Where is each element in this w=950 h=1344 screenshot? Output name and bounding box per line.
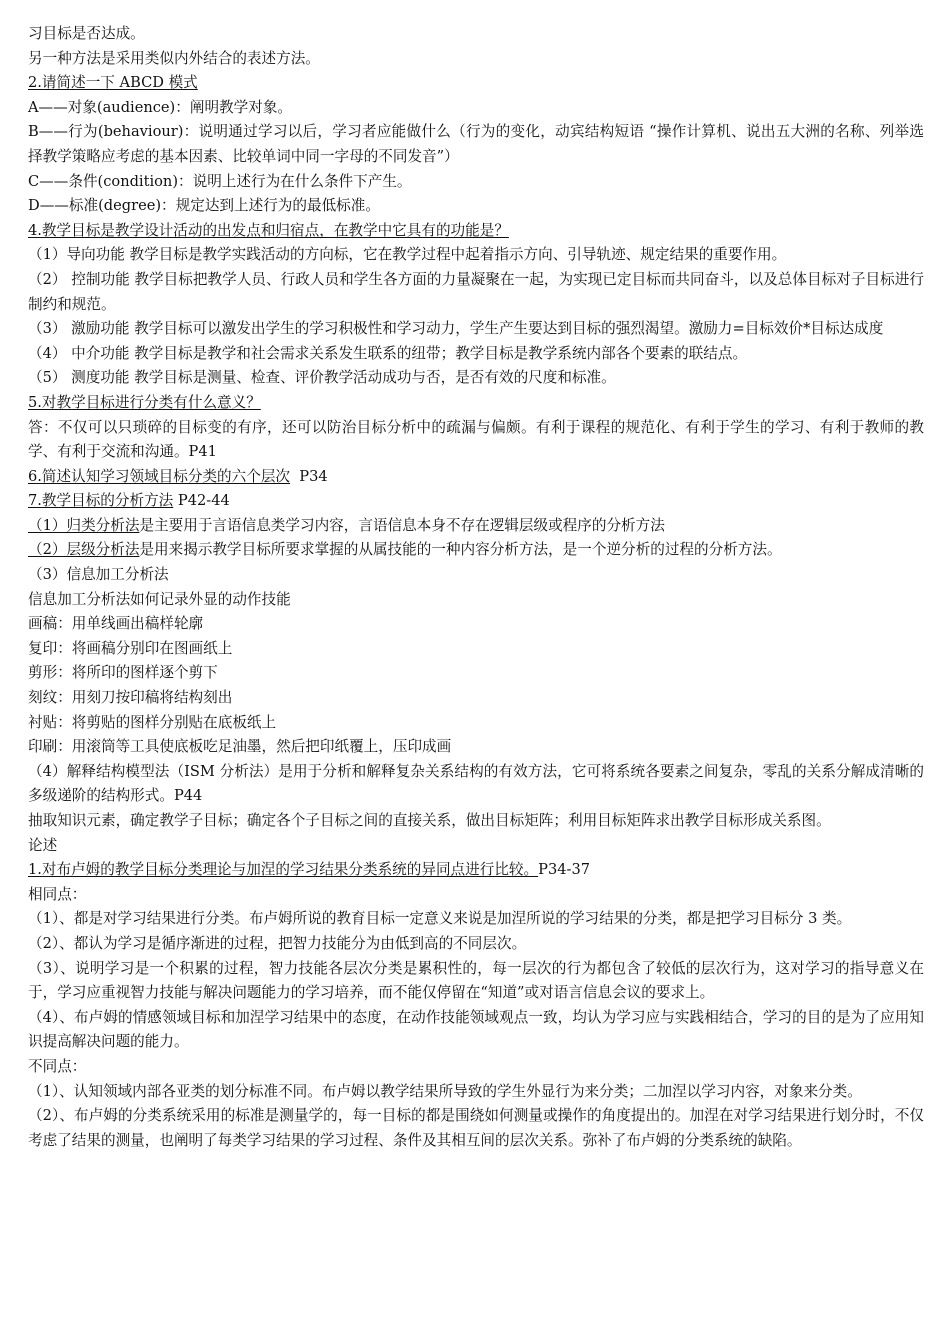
function-item: （4） 中介功能 教学目标是教学和社会需求关系发生联系的纽带；教学目标是教学系统内部各个要素的联结点。 (28, 344, 748, 362)
method-1 (28, 514, 924, 539)
method-2 (28, 538, 924, 563)
question-4-title (28, 219, 924, 244)
difference-item: （1）、认知领域内部各亚类的划分标准不同。布卢姆以教学结果所导致的学生外显行为来分类；二加涅以学习内容，对象来分类。 (28, 1082, 862, 1100)
question-2-title-text: 2.请简述一下 ABCD 模式 (28, 74, 198, 92)
method-4: （4）解释结构模型法（ISM 分析法）是用于分析和解释复杂关系结构的有效方法，它可将系统各要素之间复杂，零乱的关系分解成清晰的多级递阶的结构形式。P44 (28, 762, 924, 805)
question-6-title (28, 465, 924, 490)
question-7-title-text: 7.教学目标的分析方法 (28, 492, 174, 510)
process-step: 剪形：将所印的图样逐个剪下 (28, 664, 218, 682)
question-5-title-text: 5.对教学目标进行分类有什么意义？ (28, 393, 261, 411)
method-3-intro: 信息加工分析法如何记录外显的动作技能 (28, 590, 291, 608)
question-4-title-text: 4.教学目标是教学设计活动的出发点和归宿点，在教学中它具有的功能是？ (28, 221, 509, 239)
similarity-item: （3）、说明学习是一个积累的过程，智力技能各层次分类是累积性的，每一层次的行为都包含了较低的层次行为，这对学习的指导意义在于，学习应重视智力技能与解决问题能力的学习培养，而不能仅停留在“知道”或对语言信息会议的要求上。 (28, 959, 924, 1002)
method-1-label: （1）归类分析法 (28, 516, 140, 534)
function-item: （1）导向功能 教学目标是教学实践活动的方向标，它在教学过程中起着指示方向、引导轨迹、规定结果的重要作用。 (28, 246, 787, 264)
question-5-title (28, 391, 924, 416)
method-4-text: 抽取知识元素，确定教学子目标；确定各个子目标之间的直接关系，做出目标矩阵；利用目标矩阵求出教学目标形成关系图。 (28, 812, 831, 829)
similarity-item: （1）、都是对学习结果进行分类。布卢姆所说的教育目标一定意义来说是加涅所说的学习结果的分类，都是把学习目标分 3 类。 (28, 910, 852, 928)
difference-item: （2）、布卢姆的分类系统采用的标准是测量学的，每一目标的都是围绕如何测量或操作的角度提出的。加涅在对学习结果进行划分时，不仅考虑了结果的测量，也阐明了每类学习结果的学习过程、条件及其相互间的层次关系。弥补了布卢姆的分类系统的缺陷。 (28, 1107, 924, 1149)
differences-label: 不同点： (28, 1057, 87, 1075)
abcd-c: C——条件(condition)：说明上述行为在什么条件下产生。 (28, 172, 412, 190)
essay-question-1-title (28, 858, 924, 883)
function-item: （5） 测度功能 教学目标是测量、检查、评价教学活动成功与否，是否有效的尺度和标准。 (28, 369, 616, 387)
abcd-a: A——对象(audience)：阐明教学对象。 (28, 98, 293, 116)
essay-question-1-title-text: 1.对布卢姆的教学目标分类理论与加涅的学习结果分类系统的异同点进行比较。 (28, 861, 539, 879)
process-step: 画稿：用单线画出稿样轮廓 (28, 615, 204, 633)
function-item: （3） 激励功能 教学目标可以激发出学生的学习积极性和学习动力，学生产生要达到目标的强烈渴望。激励力=目标效价*目标达成度 (28, 320, 884, 338)
abcd-b: B——行为(behaviour)：说明通过学习以后，学习者应能做什么（行为的变化，动宾结构短语 “操作计算机、说出五大洲的名称、列举选择教学策略应考虑的基本因素、比较单词中同一字母的不同发音”） (28, 123, 924, 165)
process-step: 衬贴：将剪贴的图样分别贴在底板纸上 (28, 713, 277, 731)
question-6-page: P34 (290, 467, 328, 485)
abcd-d: D——标准(degree)：规定达到上述行为的最低标准。 (28, 197, 380, 215)
document-body (28, 22, 924, 1153)
similarity-item: （4）、布卢姆的情感领域目标和加涅学习结果中的态度，在动作技能领域观点一致，均认为学习应与实践相结合，学习的目的是为了应用知识提高解决问题的能力。 (28, 1008, 924, 1051)
question-7-page: P42-44 (173, 492, 230, 510)
process-step: 刻纹：用刻刀按印稿将结构刻出 (28, 689, 233, 707)
essay-question-1-page: P34-37 (538, 861, 591, 879)
similarity-item: （2）、都认为学习是循序渐进的过程，把智力技能分为由低到高的不同层次。 (28, 934, 527, 952)
question-6-title-text: 6.简述认知学习领域目标分类的六个层次 (28, 467, 291, 485)
text-line: 习目标是否达成。 (28, 25, 145, 42)
process-step: 复印：将画稿分别印在图画纸上 (28, 639, 233, 657)
similarities-label: 相同点： (28, 885, 87, 903)
method-3: （3）信息加工分析法 (28, 566, 169, 584)
process-step: 印刷：用滚筒等工具使底板吃足油墨，然后把印纸覆上，压印成画 (28, 738, 452, 756)
question-5-answer: 答：不仅可以只琐碎的目标变的有序，还可以防治目标分析中的疏漏与偏颇。有利于课程的规范化、有利于学生的学习、有利于教师的教学、有利于交流和沟通。P41 (28, 418, 924, 461)
question-7-title (28, 489, 924, 514)
function-item: （2） 控制功能 教学目标把教学人员、行政人员和学生各方面的力量凝聚在一起，为实现已定目标而共同奋斗，以及总体目标对子目标进行制约和规范。 (28, 270, 924, 313)
method-2-text: 是用来揭示教学目标所要求掌握的从属技能的一种内容分析方法，是一个逆分析的过程的分析方法。 (139, 541, 782, 559)
text-line: 另一种方法是采用类似内外结合的表述方法。 (28, 49, 320, 67)
essay-heading: 论述 (28, 836, 58, 854)
method-2-label: （2）层级分析法 (28, 541, 140, 559)
method-1-text: 是主要用于言语信息类学习内容，言语信息本身不存在逻辑层级或程序的分析方法 (139, 516, 665, 534)
question-2-title (28, 71, 924, 96)
